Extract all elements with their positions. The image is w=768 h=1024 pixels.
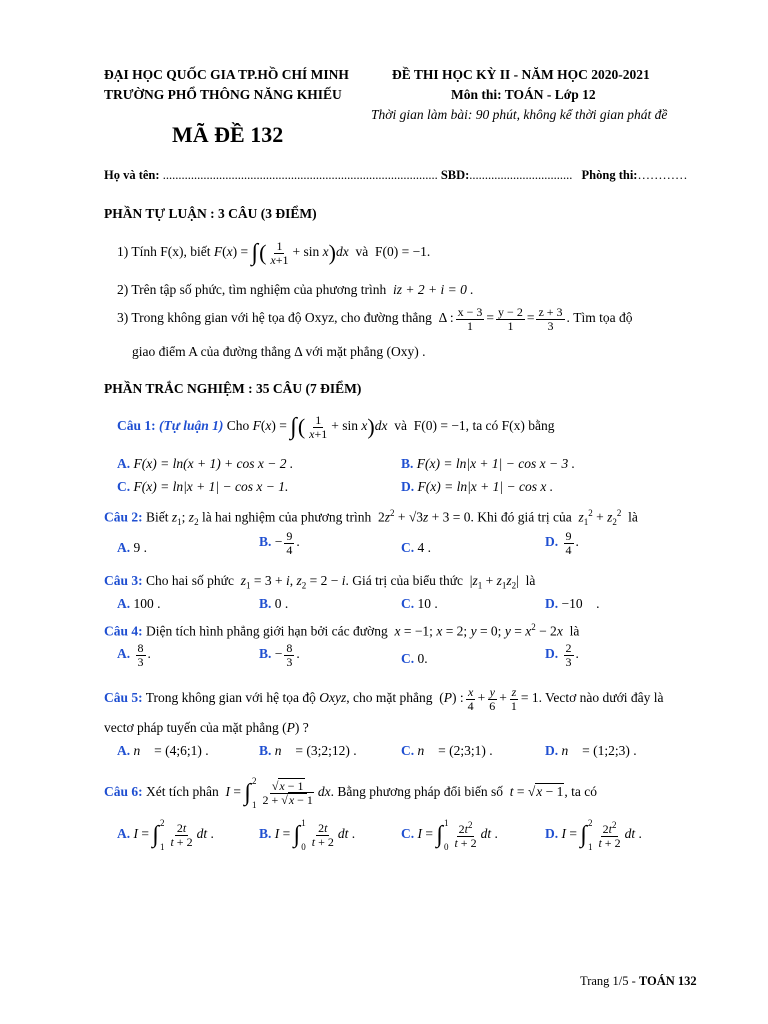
q2-option-a[interactable]: A. 9 . [117,540,147,555]
q4-option-c[interactable]: C. 0. [401,651,428,666]
q3-option-d[interactable]: D. −10 . [545,596,600,611]
q5-option-c[interactable]: C. n⃗ = (2;3;1) . [401,743,493,758]
mc-q5: Câu 5: Trong không gian với hệ tọa độ Oxyz, cho mặt phẳng (P) : $\frac{x}{4}$ + $\frac{y}{6}$ + $\frac{z}{1}$ = 1. Vectơ nào dưới đây là [104,685,664,713]
q3-option-b[interactable]: B. 0 . [259,596,289,611]
q1-post: ta có F(x) bằng [472,418,555,434]
q1-option-b[interactable]: B. F(x) = ln|x + 1| − cos x − 3 . [401,456,575,471]
school-line-1: ĐẠI HỌC QUỐC GIA TP.HỒ CHÍ MINH [104,67,349,82]
q6-text3: , ta có [564,784,598,800]
q1-tag: (Tự luận 1) [159,418,224,434]
q6-text2: . Bằng phương pháp đổi biến số [330,784,503,800]
q2-text4: là [628,509,638,525]
q1-cond: F(0) = −1, [413,418,470,434]
mc-q5-line2: vectơ pháp tuyến của mặt phẳng (P) ? [104,720,309,735]
essay-q3-post: . Tìm tọa độ [566,310,633,326]
q6-option-b[interactable]: B. I = ∫ 1 0 $\frac{2t}{t + 2}$ dt . [259,818,356,852]
mc-section-title: PHẦN TRẮC NGHIỆM : 35 CÂU (7 ĐIỂM) [104,381,362,396]
q6-text1: Xét tích phân [146,784,219,800]
q4-option-a[interactable]: A. $\frac{8}{3}$ . [117,641,151,669]
name-blank[interactable]: ........................................................................................ [159,168,438,182]
q3-text1: Cho hai số phức [146,573,234,588]
q5-option-a[interactable]: A. n⃗ = (4;6;1) . [117,743,209,758]
room-blank[interactable]: ………… [637,168,688,182]
page-footer [580,974,697,989]
essay-q1-text: 1) Tính F(x), biết [117,244,211,260]
sbd-blank[interactable]: ................................. [469,168,573,182]
q2-option-b[interactable]: B. − $\frac{9}{4}$ . [259,529,300,557]
q2-text1: Biết [146,509,169,525]
exam-subject: Môn thi: TOÁN - Lớp 12 [451,87,596,102]
q5-label: Câu 5: [104,690,143,706]
student-info-line [104,168,687,183]
mc-q6: Câu 6: Xét tích phân I = ∫ 2 1 $\frac{√x - 1}{2 + √x - 1}$ dx. Bằng phương pháp đổi biến số t = √x − 1, ta có [104,776,598,810]
q4-option-d[interactable]: D. $\frac{2}{3}$ . [545,641,579,669]
mc-q4: Câu 4: Diện tích hình phẳng giới hạn bởi các đường x = −1; x = 2; y = 0; $y = x^2 - 2x$ là [104,622,580,639]
essay-q2 [117,282,474,298]
essay-q3-text: 3) Trong không gian với hệ tọa độ Oxyz, cho đường thẳng [117,310,432,326]
q1-and: và [394,418,407,434]
essay-q3-line2: giao điểm A của đường thẳng Δ với mặt phẳng (Oxy) . [132,344,426,359]
essay-q1-and: và [355,244,369,260]
q6-label: Câu 6: [104,784,143,800]
q2-option-c[interactable]: C. 4 . [401,540,431,555]
q2-text3: . Khi đó giá trị của [470,509,572,525]
sbd-label: SBD: [440,168,470,182]
q6-option-a[interactable]: A. I = ∫ 2 1 $\frac{2t}{t + 2}$ dt . [117,818,214,852]
exam-code: MÃ ĐỀ 132 [172,122,284,147]
q5-text2: , cho mặt phẳng [346,690,433,706]
q1-option-d[interactable]: D. F(x) = ln|x + 1| − cos x . [401,479,554,494]
q3-label: Câu 3: [104,573,143,588]
mc-q3: Câu 3: Cho hai số phức $z_1 = 3 + i$, $z_2 = 2 - i$. Giá trị của biểu thức $|z_1 + z_1z_2|$ là [104,573,536,591]
q4-label: Câu 4: [104,623,143,639]
room-label: Phòng thi: [581,168,638,182]
q3-option-c[interactable]: C. 10 . [401,596,438,611]
essay-q1-condition: F(0) = −1. [374,244,431,260]
school-line-2: TRƯỜNG PHỔ THÔNG NĂNG KHIẾU [104,87,342,102]
q2-label: Câu 2: [104,509,143,525]
essay-section-title: PHẦN TỰ LUẬN : 3 CÂU (3 ĐIỂM) [104,206,317,221]
q1-option-c[interactable]: C. F(x) = ln|x + 1| − cos x − 1. [117,479,289,494]
exam-title: ĐỀ THI HỌC KỲ II - NĂM HỌC 2020-2021 [392,67,650,82]
q5-option-b[interactable]: B. n⃗ = (3;2;12) . [259,743,357,758]
q5-option-d[interactable]: D. n⃗ = (1;2;3) . [545,743,637,758]
q1-pre: Cho [226,418,250,434]
mc-q1: Câu 1: (Tự luận 1) Cho F(x) = ∫( $\frac{1}{x+1}$ + sin x)dx và F(0) = −1, ta có F(x) bằng [117,413,555,441]
exam-time: Thời gian làm bài: 90 phút, không kể thời gian phát đề [371,107,668,122]
q5-text1: Trong không gian với hệ tọa độ [145,690,316,706]
q3-option-a[interactable]: A. 100 . [117,596,161,611]
q3-text3: là [525,573,536,588]
q4-post: là [569,623,580,639]
mc-q2: Câu 2: Biết $z_1$; $z_2$ là hai nghiệm của phương trình $2z^2 + √3z + 3 = 0$. Khi đó giá trị của $z_1^2 + z_2^2$ là [104,508,638,528]
essay-q2-text: 2) Trên tập số phức, tìm nghiệm của phương trình [117,282,387,297]
essay-q1: 1) Tính F(x), biết F(x) = ∫( $\frac{1}{x+1}$ + sin x)dx và F(0) = −1. [117,239,431,267]
q1-option-a[interactable]: A. F(x) = ln(x + 1) + cos x − 2 . [117,456,294,471]
q4-option-b[interactable]: B. − $\frac{8}{3}$ . [259,641,300,669]
footer-code: TOÁN 132 [638,974,697,988]
footer-page: Trang 1/5 - [580,974,639,988]
essay-q2-equation: iz + 2 + i = 0 . [393,282,474,297]
q6-option-c[interactable]: C. I = ∫ 1 0 $\frac{2t^2}{t + 2}$ dt . [401,818,498,852]
essay-q3: 3) Trong không gian với hệ tọa độ Oxyz, cho đường thẳng Δ : $\frac{x - 3}{1}$ = $\frac{y - 2}{1}$ = $\frac{z + 3}{3}$ . Tìm tọa độ [117,305,633,333]
q4-text: Diện tích hình phẳng giới hạn bởi các đường [146,623,388,639]
q2-text2: là hai nghiệm của phương trình [201,509,372,525]
q6-option-d[interactable]: D. I = ∫ 2 1 $\frac{2t^2}{t + 2}$ dt . [545,818,642,852]
q2-option-d[interactable]: D. $\frac{9}{4}$ . [545,529,579,557]
q5-line2: vectơ pháp tuyến của mặt phẳng [104,720,279,735]
q1-label: Câu 1: [117,418,156,434]
q5-text3: . Vectơ nào dưới đây là [538,690,664,706]
q3-text2: . Giá trị của biểu thức [345,573,464,588]
name-label: Họ và tên: [104,168,160,182]
